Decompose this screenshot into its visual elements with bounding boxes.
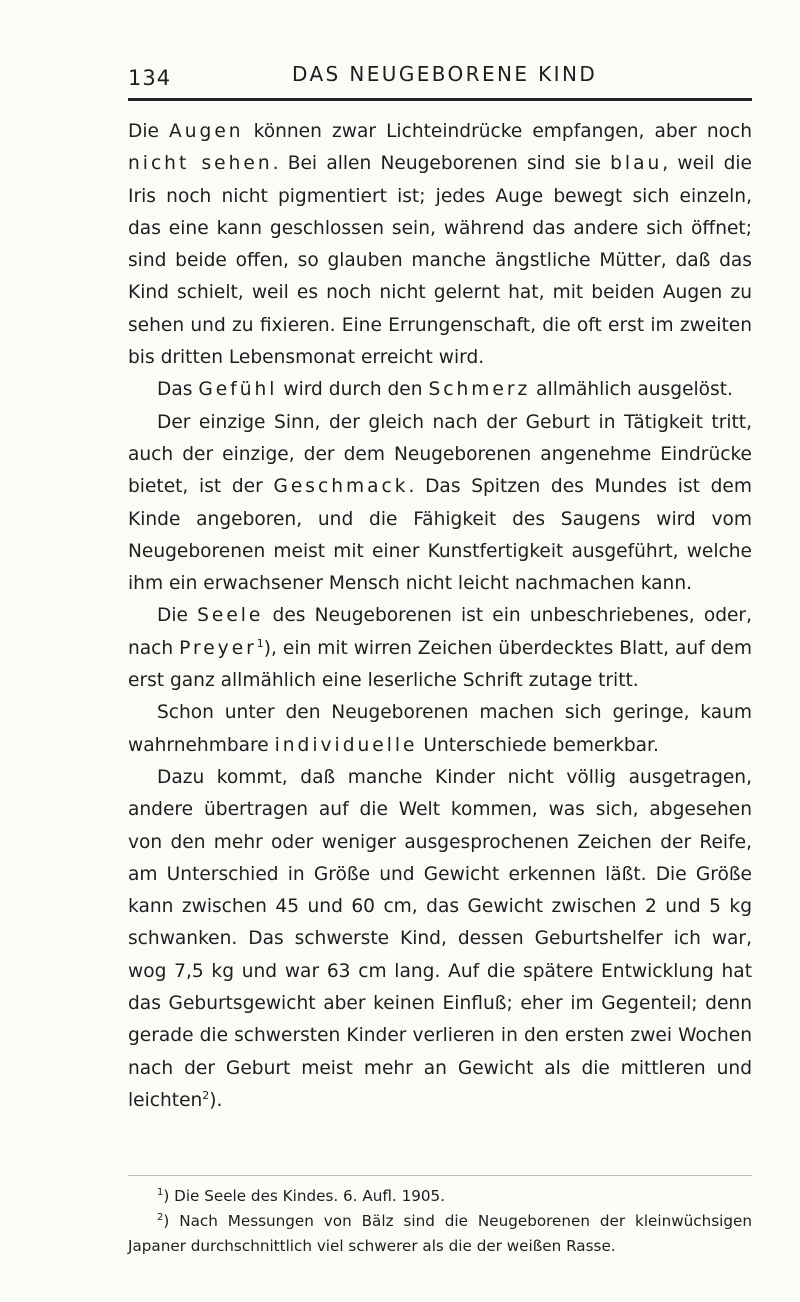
page-header <box>128 62 752 92</box>
paragraph <box>128 116 752 374</box>
body-text <box>128 116 752 1117</box>
text-run: des Neugeborenen ist ein unbeschriebenes, oder, nach <box>128 605 752 659</box>
running-head: DAS NEUGEBORENE KIND <box>292 62 598 86</box>
emphasized-text: Augen <box>169 121 244 142</box>
footnote-number: 1 <box>157 1187 164 1198</box>
footnote-text: ) Nach Messungen von Bälz sind die Neugeborenen der kleinwüchsigen Japaner durchschnittlich viel schwerer als die der weißen Rasse. <box>128 1212 752 1255</box>
paragraph <box>128 407 752 601</box>
footnotes <box>128 1184 752 1259</box>
text-run: Die <box>128 121 170 142</box>
text-run: allmählich ausgelöst. <box>530 379 733 401</box>
text-run: , weil die Iris noch nicht pigmentiert ist; jedes Auge bewegt sich einzeln, das eine kann geschlossen sein, während das andere sich öffnet; sind beide offen, so glauben manche ängstliche Mütter, daß das Kind schielt, weil es noch nicht gelernt hat, mit beiden Augen zu sehen und zu fixieren. Eine Errungenschaft, die oft erst im zweiten bis dritten Lebensmonat erreicht wird. <box>128 153 752 369</box>
text-run: Unterschiede bemerkbar. <box>417 734 659 756</box>
emphasized-text: Seele <box>197 605 264 627</box>
footnote <box>128 1209 752 1259</box>
text-run: Die <box>157 605 198 627</box>
emphasized-text: blau <box>610 153 663 175</box>
footnote-number: 2 <box>157 1212 164 1223</box>
paragraph <box>128 697 752 762</box>
text-run: . Bei allen Neugeborenen sind sie <box>272 153 611 175</box>
emphasized-text: Geschmack <box>273 476 409 498</box>
paragraph <box>128 374 752 406</box>
text-run: Schon unter den Neugeborenen machen sich geringe, kaum wahrnehmbare <box>128 702 752 756</box>
text-run: Der einzige Sinn, der gleich nach der Geburt in Tätigkeit tritt, auch der einzige, der dem Neugeborenen angenehme Eindrücke bietet, ist der <box>128 411 752 498</box>
text-run: wird durch den <box>277 379 429 401</box>
footnote-marker: 2 <box>202 1088 210 1102</box>
text-run: . Das Spitzen des Mundes ist dem Kinde angeboren, und die Fähigkeit des Saugens wird vom Neugeborenen meist mit einer Kunstfertigkeit ausgeführt, welche ihm ein erwachsener Mensch nicht leicht nachmachen kann. <box>128 476 752 595</box>
text-run: ), ein mit wirren Zeichen überdecktes Blatt, auf dem erst ganz allmählich eine leserliche Schrift zutage tritt. <box>128 637 752 692</box>
footnote-rule <box>128 1175 752 1176</box>
page-number: 134 <box>128 66 172 90</box>
header-rule <box>128 98 752 101</box>
text-run: können zwar Lichteindrücke empfangen, aber noch <box>243 121 752 142</box>
emphasized-text: Schmerz <box>428 379 531 401</box>
emphasized-text: Preyer <box>179 637 257 659</box>
paragraph <box>128 762 752 1117</box>
footnote <box>128 1184 752 1209</box>
paragraph <box>128 600 752 697</box>
footnote-text: ) Die Seele des Kindes. 6. Aufl. 1905. <box>163 1187 446 1205</box>
emphasized-text: Gefühl <box>198 379 278 401</box>
text-run: ). <box>209 1089 223 1111</box>
text-run: Das <box>157 379 199 401</box>
emphasized-text: nicht sehen <box>128 153 273 175</box>
footnote-marker: 1 <box>256 636 264 650</box>
emphasized-text: individuelle <box>274 734 418 756</box>
text-run: Dazu kommt, daß manche Kinder nicht völlig ausgetragen, andere übertragen auf die Welt kommen, was sich, abgesehen von den mehr oder weniger ausgesprochenen Zeichen der Reife, am Unterschied in Größe und Gewicht erkennen läßt. Die Größe kann zwischen 45 und 60 cm, das Gewicht zwischen 2 und 5 kg schwanken. Das schwerste Kind, dessen Geburtshelfer ich war, wog 7,5 kg und war 63 cm lang. Auf die spätere Entwicklung hat das Geburtsgewicht aber keinen Einfluß; eher im Gegenteil; denn gerade die schwersten Kinder verlieren in den ersten zwei Wochen nach der Geburt meist mehr an Gewicht als die mittleren und leichten <box>128 766 752 1111</box>
